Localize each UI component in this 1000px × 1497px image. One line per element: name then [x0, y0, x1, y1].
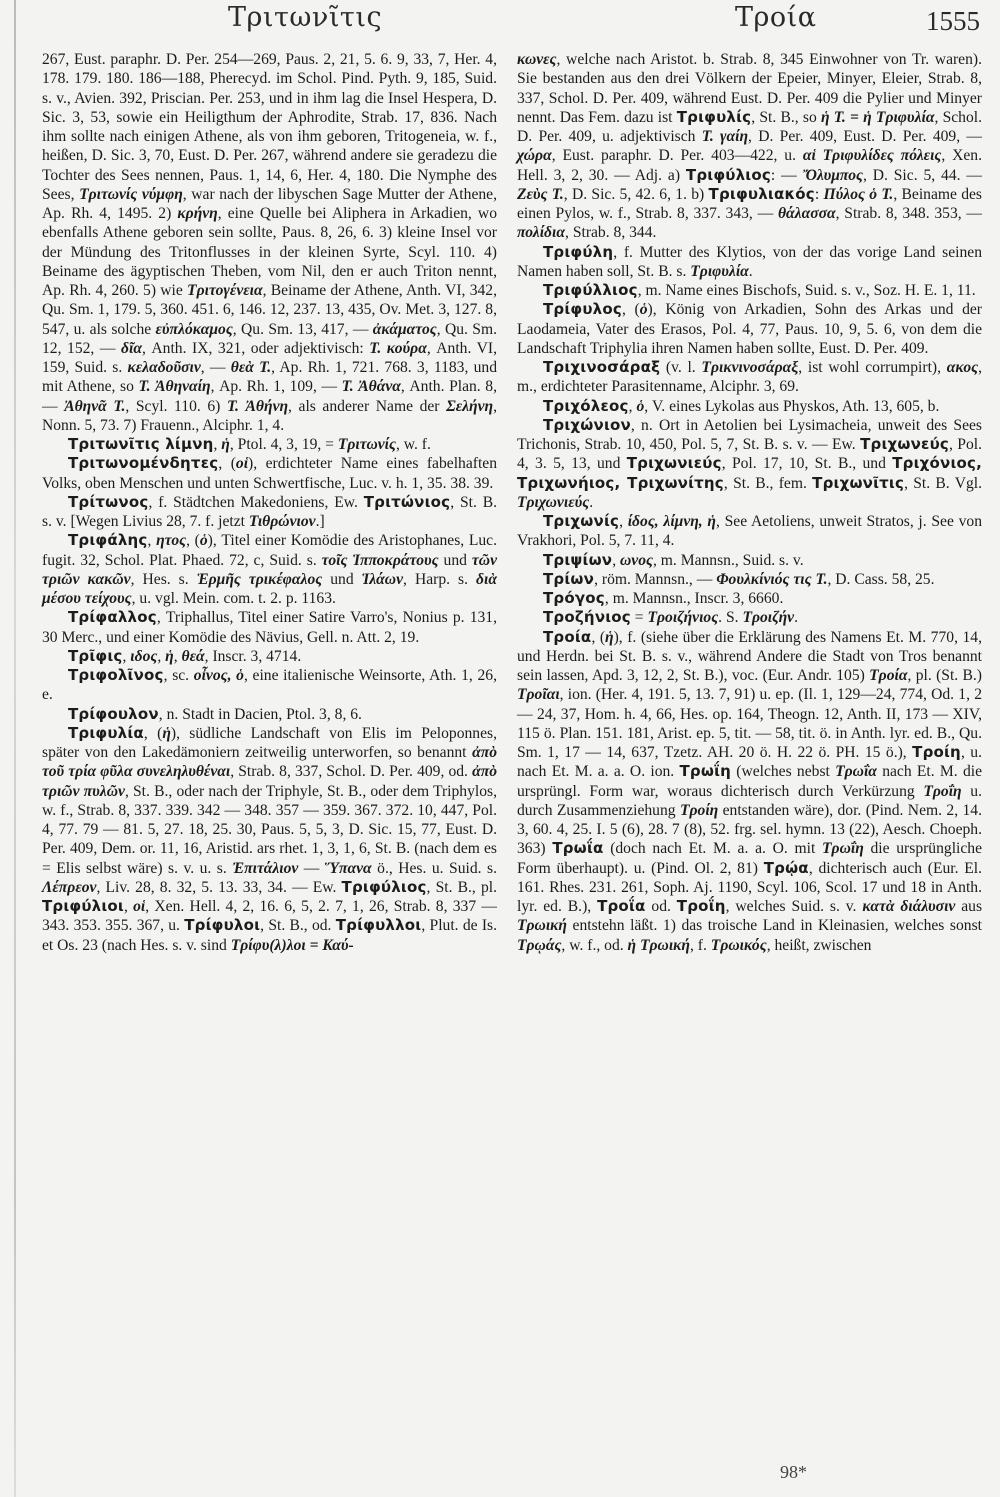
- entry-text: , m. Name eines Bischofs, Suid. s. v., Soz. H. E. 1, 11.: [637, 282, 976, 299]
- greek-citation: Τροιζήν: [742, 609, 795, 627]
- entry-text: ), südliche Landschaft von Elis im Peloponnes, später von den Lakedämoniern zeitweilig unterworfen, so benannt: [42, 724, 497, 761]
- greek-citation: ίδος, λίμνη, ἡ: [627, 513, 716, 530]
- derived-form: Τροΐη: [676, 897, 726, 915]
- greek-citation: κατὰ διάλυσιν: [862, 898, 956, 915]
- entry-text: , f. Mutter des Klytios, von der das vorige Land seinen Namen haben soll, St. B. s.: [517, 243, 982, 280]
- entry-text: 267, Eust. paraphr. D. Per. 254—269, Paus. 2, 21, 5. 6. 9, 33, 7, Her. 4, 178. 179. 180. 186—188, Pherecyd. im Schol. Pind. Pyth. 9, 185, Suid. s. v., Avien. 392, Priscian. Per. 253, und in ihm lag die Insel Hespera, D. Sic. 3, 53, sowie ein Heiligthum der Aphrodite, Strab. 17, 836. Nach ihm sollte nach einigen Athene, als von ihm geboren, Tritogeneia, w. f., heißen, D. Sic. 3, 70, Eust. D. Per. 267, während andere sie geradezu die Tochter des Sees nennen, Paus. 1, 14, 6, Her. 4, 180. Die Nymphe des Sees,: [42, 51, 497, 203]
- entry-text: , Inscr. 3, 4714.: [204, 647, 302, 665]
- greek-citation: Τριτωνίς νύμφη: [79, 185, 183, 203]
- entry-text: , m. Mannsn., Suid. s. v.: [652, 551, 804, 569]
- entry-text: ,: [122, 647, 131, 665]
- greek-citation: T. Ἀθηναίη: [138, 378, 211, 396]
- entry-text: , n. Ort in Aetolien bei Lysimacheia, unweit des Sees Trichonis, Strab. 10, 450, Pol. 5, 7, St. B. s. v. — Ew.: [517, 416, 982, 453]
- dictionary-entry: [42, 454, 497, 493]
- greek-citation: εὐπλόκαμος: [155, 320, 233, 338]
- entry-text: , Triphallus, Titel einer Satire Varro's, Nonius p. 131, 30 Merc., und einer Komödie des Nävius, Gell. n. Att. 2, 19.: [42, 609, 497, 646]
- entry-text: —: [298, 859, 325, 877]
- greek-citation: Ὕπανα: [324, 859, 372, 877]
- entry-text: , eine Quelle bei Aliphera in Arkadien, wo ebenfalls Athene geboren sein sollte, Paus. 8, 26, 6. 3) kleine Insel vor der Mündung des Tritonflusses in der kleinen Syrte, Scyl. 110. 4) Beiname des ägyptischen Theben, vom Nil, den er auch Triton nennt, Ap. Rh. 4, 260. 5) wie: [42, 205, 497, 299]
- entry-text: und: [438, 551, 472, 569]
- greek-citation: οἱ: [133, 898, 146, 915]
- greek-citation: ἀπὸ τριῶν πυλῶν: [42, 763, 497, 800]
- greek-citation: ἀκάματος: [372, 320, 437, 338]
- derived-form: Τριχωνεύς: [860, 435, 949, 453]
- greek-citation: ἡ: [605, 628, 614, 646]
- entry-headword: Τριχινοσάραξ: [543, 358, 661, 376]
- greek-citation: θάλασσα: [777, 205, 836, 222]
- dictionary-entry: [42, 647, 497, 666]
- entry-text: , Hes. s.: [130, 570, 197, 588]
- greek-citation: ἡ Τρωική: [627, 936, 690, 954]
- derived-form: Τρῴα: [763, 858, 809, 877]
- entry-headword: Τριτωνῖτις λίμνη: [68, 435, 214, 453]
- derived-form: Τρωΐη: [679, 762, 731, 781]
- entry-text: , St. B., oder nach der Triphyle, St. B., oder dem Triphylos, w. f., Strab. 8, 337. 339. 342 — 348. 357 — 359. 367. 372. 10, 447, Pol. 4, 77. 79 — 81. 5, 27. 18, 25. 30, Paus. 5, 5, 3, D. Sic. 15, 77, Eust. D. Per. 409, Dem. or. 11, 16, Aristid. ars rhet. 1, 3, 1, 6, St. B. (nach dem es = Elis selbst wäre) s. v. u. s.: [42, 782, 497, 877]
- greek-citation: αἱ Τριφυλίδες πόλεις: [802, 147, 942, 165]
- entry-headword: Τριφύλλιος: [543, 281, 638, 299]
- greek-citation: T. γαίη: [701, 128, 749, 145]
- dictionary-entry: [517, 243, 982, 282]
- derived-form: Τριχόνιος, Τριχωνήιος, Τριχωνίτης: [517, 454, 982, 492]
- entry-continuation: [517, 50, 982, 243]
- derived-form: Τρίφυλλοι: [335, 916, 422, 935]
- dictionary-entry: [42, 705, 497, 724]
- entry-text: entstehn läßt. 1) das troische Land in Kleinasien, welches sonst: [567, 917, 982, 935]
- dictionary-entry: [517, 300, 982, 358]
- greek-citation: Τρωική: [517, 917, 567, 935]
- running-head-right: Τροία: [735, 2, 817, 33]
- entry-text: , St. B., pl.: [426, 878, 497, 896]
- greek-citation: ακος: [946, 359, 979, 376]
- greek-citation: Φουλκίνιός τις T.: [716, 570, 828, 588]
- derived-form: Τροΐα: [597, 897, 646, 915]
- entry-text: ö., Hes. u. Suid. s.: [371, 859, 497, 877]
- greek-citation: κωνες: [517, 51, 557, 68]
- greek-citation: ἡ: [165, 647, 174, 665]
- derived-form: Τριφυλίς: [676, 107, 752, 126]
- entry-text: , Strab. 8, 337, Schol. D. Per. 409, od.: [230, 763, 473, 781]
- greek-citation: Πύλος ὁ T.: [823, 185, 894, 203]
- entry-text: ), f. (siehe über die Erklärung des Namens Et. M. 770, 14, und Herdn. bei St. B. s. v., während Andere die Stadt von Tros benannt sein lassen, Apd. 3, 12, 2, St. B.), voc. (Eur. Andr. 105): [517, 628, 982, 684]
- greek-citation: Τρῳάς: [517, 936, 562, 954]
- entry-text: nach Et. M. die ursprüngl. Form war, woraus dichterisch durch Verkürzung: [517, 763, 982, 800]
- greek-citation: Τρωΐη: [822, 840, 864, 858]
- entry-text: , w. f.: [395, 436, 431, 453]
- entry-text: , D. Cass. 58, 25.: [827, 570, 935, 588]
- greek-citation: Τρωικός: [710, 936, 767, 954]
- entry-text: , D. Sic. 5, 42. 6, 1. b): [563, 185, 709, 203]
- entry-text: , See Aetoliens, unweit Stratos, j. See von Vrakhori, Pol. 5, 7. 11, 4.: [517, 513, 983, 550]
- dictionary-entry: [42, 724, 497, 955]
- greek-citation: θεὰ T.: [230, 359, 272, 376]
- entry-text: ), König von Arkadien, Sohn des Arkas und der Laodameia, Vater des Erasos, Pol. 4, 77, Paus. 10, 9, 5. 6, von dem die Landschaft Triphylia ihren Namen haben sollte, Eust. D. Per. 409.: [517, 301, 982, 357]
- entry-text: ,: [612, 551, 621, 569]
- entry-text: , Strab. 8, 348. 353, —: [835, 205, 982, 222]
- entry-text: , röm. Mannsn., —: [594, 570, 717, 588]
- entry-text: die ursprüngliche Form überhaupt). u. (Pind. Ol. 2, 81): [517, 840, 983, 877]
- entry-text: , w. f., od.: [561, 936, 628, 954]
- entry-headword: Τροία: [543, 627, 592, 646]
- entry-text: , (: [621, 301, 640, 319]
- greek-citation: Τροία: [869, 667, 908, 684]
- greek-citation: Ὄλυμπος: [802, 166, 863, 184]
- entry-headword: Τριχωνίς: [543, 512, 620, 530]
- greek-citation: Τρίφυ(λ)λοι = Καύ-: [230, 936, 354, 954]
- greek-citation: Τρικνινοσάραξ: [701, 359, 799, 376]
- entry-text: ), erdichteter Name eines fabelhaften Volks, oben Menschen und unten Schwertfische, Luc. v. h. 1, 35. 38. 39.: [42, 455, 497, 492]
- entry-headword: Τριφάλης: [68, 531, 148, 550]
- greek-citation: θεά: [181, 647, 205, 665]
- entry-text: , St. B., fem.: [723, 474, 813, 492]
- entry-text: , eine italienische Weinsorte, Ath. 1, 26, e.: [42, 667, 497, 704]
- entry-headword: Τρίτωνος: [68, 492, 149, 511]
- greek-citation: δῖα: [121, 339, 142, 357]
- entry-text: , —: [200, 359, 231, 376]
- entry-text: , St. B., od.: [260, 917, 336, 935]
- entry-text: , f. Städtchen Makedoniens, Ew.: [148, 493, 364, 511]
- entry-headword: Τρίων: [543, 569, 595, 588]
- entry-text: , Xen. Hell. 3, 2, 30. — Adj. a): [517, 147, 983, 184]
- greek-citation: οἶνος, ὁ: [193, 667, 244, 684]
- entry-text: , n. Stadt in Dacien, Ptol. 3, 8, 6.: [158, 705, 362, 723]
- greek-citation: Τροιζήνιος: [647, 609, 719, 627]
- page-number: 1555: [926, 6, 980, 36]
- entry-text: , Anth. IX, 321, oder adjektivisch:: [141, 339, 370, 357]
- entry-text: , St. B. Vgl.: [904, 474, 982, 492]
- dictionary-entry: [42, 493, 497, 532]
- greek-citation: διὰ μέσου τείχους: [42, 570, 497, 607]
- entry-headword: Τριφυλία: [68, 723, 144, 742]
- greek-citation: ἡ: [221, 436, 230, 453]
- greek-citation: Τριφυλία: [690, 262, 749, 280]
- derived-form: Τριφύλιος: [341, 877, 427, 896]
- right-column: [517, 50, 982, 955]
- entry-text: , pl. (St. B.): [907, 667, 982, 684]
- entry-text: ), Titel einer Komödie des Aristophanes, Luc. fugit. 32, Schol. Plat. Phaed. 72, c, Suid. s.: [42, 532, 497, 569]
- entry-text: (doch nach Et. M. a. a. O. mit: [603, 840, 823, 858]
- entry-text: , als anderer Name der: [288, 397, 447, 415]
- entry-text: :: [814, 185, 824, 203]
- entry-text: , Beiname des einen Pylos, w. f., Strab. 8, 337. 343, —: [517, 185, 983, 222]
- entry-text: , Ptol. 4, 3, 19, =: [229, 436, 338, 453]
- dictionary-entry: [42, 666, 497, 705]
- greek-citation: ωνος: [620, 551, 653, 569]
- entry-text: und: [322, 570, 362, 588]
- entry-text: ,: [628, 397, 637, 415]
- entry-text: .: [748, 262, 753, 280]
- derived-form: Τροίη: [912, 743, 961, 761]
- entry-text: , welches Suid. s. v.: [725, 898, 863, 915]
- dictionary-entry: [517, 358, 982, 397]
- greek-citation: ἀπὸ τοῦ τρία φῦλα συνεληλυθέναι: [42, 744, 497, 781]
- entry-text: , ion. (Her. 4, 191. 5, 13. 7, 91) u. ep. (Il. 1, 129—24, 774, Od. 1, 2 — 24, 37, Hom. h. 4, 66, Hes. op. 164, Theogn. 12, Anth. II, 173 — XIV, 115 ö. Plan. 151. 181, Arist. ep. 5, tit. — 58, tit. ö. in Anth. lyr. ed. B., Qu. Sm. 1, 17 — 14, 637, Tzetz. AH. 20 ö. H. 22 ö. PH. 15 ö.),: [517, 686, 982, 761]
- entry-continuation: [42, 50, 497, 435]
- entry-text: , (: [186, 532, 200, 550]
- greek-citation: τοῖς Ἱπποκράτους: [321, 551, 439, 569]
- greek-citation: ἡ T. = ἡ Τριφυλία: [821, 108, 935, 126]
- entry-text: , Beiname der Athene, Anth. VI, 342, Qu. Sm. 1, 179. 5, 360. 451. 6, 146. 12, 237. 13, 435, Ov. Met. 3, 127. 8, 547, u. als solche: [42, 282, 497, 338]
- entry-text: , Nonn. 5, 73. 7) Frauenn., Alciphr. 1, 4.: [42, 397, 497, 434]
- entry-text: , u. vgl. Mein. com. t. 2. p. 1163.: [131, 590, 336, 607]
- entry-text: , St. B., so: [751, 108, 822, 126]
- greek-citation: κελαδοῦσιν: [127, 359, 201, 376]
- entry-text: , ist wohl corrumpirt),: [798, 359, 947, 376]
- dictionary-entry: [517, 570, 982, 589]
- entry-text: : —: [770, 166, 803, 184]
- entry-text: ,: [619, 513, 628, 530]
- entry-headword: Τριφολῖνος: [68, 666, 164, 684]
- entry-text: ,: [157, 647, 166, 665]
- entry-text: , dichterisch auch (Eur. El. 161. Rhes. 231. 261, Soph. Aj. 1190, Scyl. 106, Scol. 17 und 18 in Anth. lyr. ed. B.),: [517, 859, 982, 915]
- entry-text: , V. eines Lykolas aus Physkos, Ath. 13, 605, b.: [644, 397, 940, 415]
- entry-text: .]: [315, 513, 325, 530]
- greek-citation: Ἐπιτάλιον: [232, 859, 299, 877]
- entry-text: (v. l.: [660, 359, 702, 376]
- entry-text: , m. Mannsn., Inscr. 3, 6660.: [604, 590, 784, 607]
- dictionary-entry: [517, 551, 982, 570]
- greek-citation: Τροΐη: [923, 782, 962, 800]
- derived-form: Τριχωνιεύς: [626, 454, 722, 473]
- derived-form: Τριτώνιος: [363, 492, 451, 511]
- entry-text: , Anth. VI, 159, Suid. s.: [42, 339, 497, 376]
- entry-headword: Τριχόλεος: [543, 396, 629, 415]
- entry-text: (welches nebst: [730, 763, 836, 781]
- greek-citation: Τροῖαι: [517, 686, 560, 704]
- greek-citation: ἡ: [162, 724, 171, 742]
- dictionary-entry: [517, 628, 982, 955]
- entry-text: , Ap. Rh. 1, 721. 768. 3, 1183, und mit Athene, so: [42, 359, 498, 396]
- entry-text: , Plut. de Is. et Os. 23 (nach Hes. s. v. sind: [42, 917, 497, 954]
- derived-form: Τριφύλιοι: [42, 897, 124, 915]
- entry-headword: Τριχώνιον: [543, 415, 631, 434]
- entry-headword: Τριφύλη: [543, 242, 614, 261]
- entry-text: , u. nach Et. M. a. a. O. ion.: [517, 744, 982, 781]
- greek-citation: τῶν τριῶν κακῶν: [42, 551, 497, 588]
- entry-headword: Τρίφουλον: [68, 704, 159, 723]
- dictionary-entry: [42, 608, 497, 647]
- greek-citation: ὁ: [639, 301, 648, 319]
- entry-headword: Τριψίων: [543, 550, 613, 569]
- entry-text: , (: [143, 724, 163, 742]
- entry-text: ,: [123, 898, 134, 915]
- running-head-left: Τριτωνῖτις: [228, 2, 383, 33]
- greek-citation: T. κούρα: [369, 339, 427, 357]
- greek-citation: Τριτωνίς: [337, 436, 396, 453]
- greek-citation: πολίδια: [517, 224, 566, 242]
- entry-headword: Τρίφαλλος: [68, 608, 157, 627]
- page-binding-edge: [14, 0, 16, 1497]
- entry-text: , Liv. 28, 8. 32, 5. 13. 33, 34. — Ew.: [96, 878, 342, 896]
- greek-citation: Ἑρμῆς τρικέφαλος: [196, 570, 323, 588]
- entry-text: , D. Per. 409, Eust. D. Per. 409, —: [748, 128, 982, 145]
- entry-text: . S.: [718, 609, 743, 627]
- entry-text: ,: [213, 436, 222, 453]
- greek-citation: T. Ἀθήνη: [226, 397, 289, 415]
- greek-citation: T. Ἀθάνα: [341, 378, 401, 396]
- entry-text: , Schol. D. Per. 409, u. adjektivisch: [517, 108, 982, 145]
- dictionary-entry: [517, 589, 982, 608]
- greek-citation: Ἀθηνᾶ T.: [64, 397, 126, 415]
- greek-citation: Τιθρώνιον: [248, 513, 316, 530]
- greek-citation: Ἱλάων: [361, 570, 404, 588]
- entry-text: .: [794, 609, 798, 627]
- entry-text: , Qu. Sm. 12, 152, —: [42, 320, 497, 357]
- entry-text: ,: [147, 532, 157, 550]
- dictionary-entry: [517, 416, 982, 512]
- greek-citation: ιδος: [130, 647, 158, 665]
- greek-citation: Σελήνη: [446, 397, 494, 415]
- entry-text: , Eust. paraphr. D. Per. 403—422, u.: [551, 147, 803, 165]
- entry-text: od.: [645, 898, 677, 915]
- entry-text: , war nach der libyschen Sage Mutter der Athene, Ap. Rh. 4, 1495. 2): [42, 185, 497, 222]
- entry-text: , Ap. Rh. 1, 109, —: [210, 378, 342, 396]
- greek-citation: Ζεὺς T.: [517, 185, 564, 203]
- entry-text: , Anth. Plan. 8, —: [42, 378, 497, 415]
- greek-citation: ὁ: [199, 532, 208, 550]
- entry-text: entstanden wäre), dor. (Pind. Nem. 2, 14. 3, 60. 4, 25. I. 5 (6), 28. 7 (8), 52. frg. sel. hymn. 13 (22), Aesch. Choeph. 363): [517, 801, 983, 858]
- left-column: [42, 50, 497, 955]
- entry-text: =: [630, 609, 648, 627]
- entry-headword: Τριτωνομένδητες: [68, 454, 219, 473]
- dictionary-entry: [42, 435, 497, 454]
- entry-text: , Harp. s.: [403, 570, 477, 588]
- derived-form: Τρωΐα: [552, 839, 604, 858]
- entry-text: ,: [173, 647, 182, 665]
- entry-text: , sc.: [163, 667, 194, 684]
- greek-citation: Τριτογένεια: [187, 282, 263, 299]
- dictionary-entry: [517, 512, 982, 551]
- entry-text: , heißt, zwischen: [766, 936, 872, 954]
- greek-citation: οἱ: [235, 455, 249, 473]
- derived-form: Τρίφυλοι: [184, 916, 261, 935]
- entry-text: , welche nach Aristot. b. Strab. 8, 345 Einwohner von Tr. waren). Sie bestanden aus den drei Völkern der Epeier, Minyer, Eleier, Strab. 8, 337, Schol. D. Per. 409, während Eust. D. Per. 409 die Pylier und Minyer nennt. Das Fem. dazu ist: [517, 51, 982, 126]
- greek-citation: χώρα: [517, 147, 552, 165]
- entry-text: , Pol. 17, 10, St. B., und: [721, 455, 893, 473]
- dictionary-entry: [42, 531, 497, 608]
- entry-text: .: [589, 493, 594, 511]
- entry-headword: Τρόγος: [543, 589, 605, 607]
- derived-form: Τριφύλιος: [685, 165, 771, 184]
- entry-headword: Τροζήνιος: [543, 608, 631, 627]
- entry-text: , Strab. 8, 344.: [565, 224, 657, 242]
- derived-form: Τριχωνῖτις: [812, 473, 905, 492]
- entry-text: , (: [218, 455, 236, 473]
- dictionary-entry: [517, 281, 982, 300]
- entry-text: , f.: [690, 936, 711, 954]
- entry-text: u. durch Zusammenziehung: [517, 782, 982, 819]
- greek-citation: Τροίη: [679, 801, 719, 819]
- entry-text: , Qu. Sm. 13, 417, —: [232, 320, 373, 338]
- dictionary-entry: [517, 608, 982, 627]
- dictionary-entry: [517, 397, 982, 416]
- greek-citation: κρήνη: [177, 205, 218, 222]
- entry-text: , (: [591, 628, 606, 646]
- greek-citation: ητος: [156, 532, 187, 550]
- entry-text: , m., erdichteter Parasitenname, Alciphr. 3, 69.: [517, 359, 982, 396]
- entry-text: , Pol. 4, 3. 5, 13, und: [517, 436, 982, 473]
- entry-text: , D. Sic. 5, 44. —: [862, 166, 982, 184]
- entry-headword: Τρίφυλος: [543, 300, 622, 319]
- entry-text: , Xen. Hell. 4, 2, 16. 6, 5, 2. 7, 1, 26, Strab. 8, 337 — 343. 353. 355. 367, u.: [42, 898, 497, 935]
- greek-citation: Λέπρεον: [42, 878, 97, 896]
- greek-citation: Τριχωνιεύς: [517, 493, 590, 511]
- entry-text: aus: [955, 898, 983, 915]
- entry-text: , St. B. s. v. [Wegen Livius 28, 7. f. jetzt: [42, 493, 498, 530]
- entry-headword: Τρῖφις: [68, 646, 123, 665]
- greek-citation: Τρωΐα: [835, 763, 877, 781]
- greek-citation: ὁ: [636, 397, 645, 415]
- derived-form: Τριφυλιακός: [708, 184, 815, 203]
- signature-mark: 98*: [780, 1462, 807, 1482]
- entry-text: , Scyl. 110. 6): [125, 397, 227, 415]
